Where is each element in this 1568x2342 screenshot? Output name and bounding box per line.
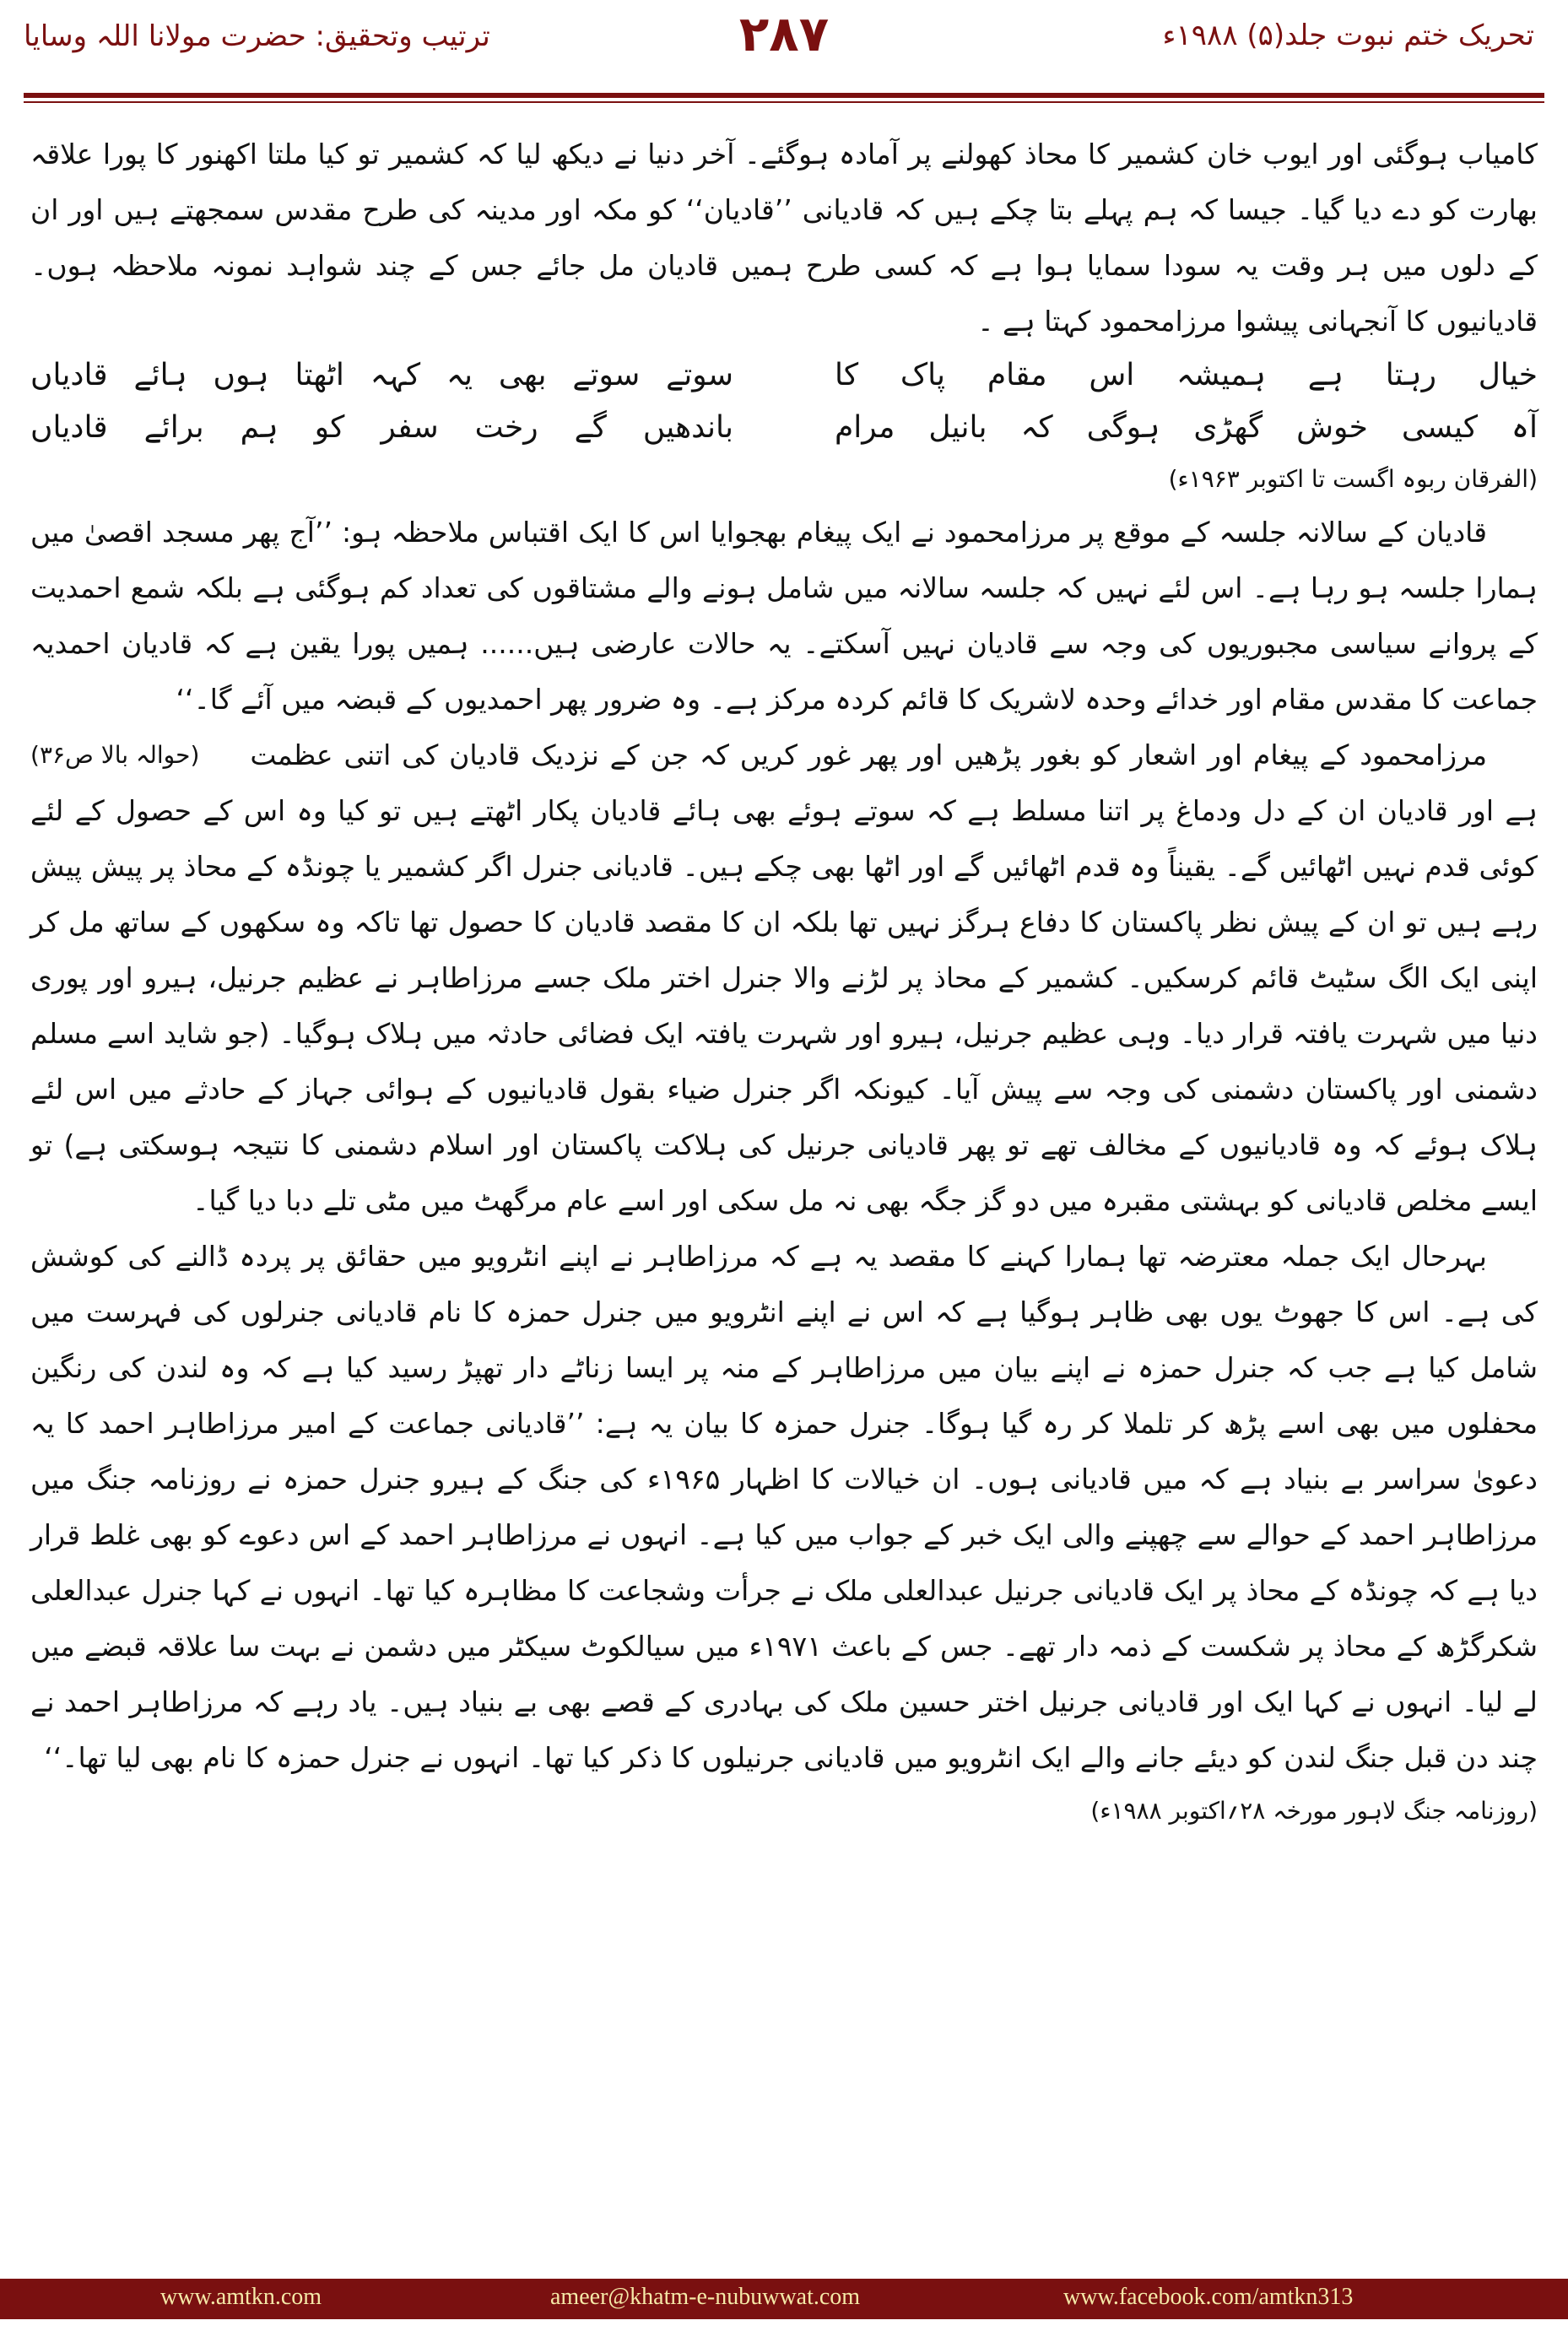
paragraph-4: بہرحال ایک جملہ معترضہ تھا ہمارا کہنے کا مقصد یہ ہے کہ مرزاطاہر نے اپنے انٹرویو میں حقائق پر پردہ ڈالنے کی کوشش کی ہے۔ اس کا جھوٹ یوں بھی ظاہر ہوگیا ہے کہ اس نے اپنے انٹرویو میں جنرل حمزہ کا نام قادیانی جنرلوں کی فہرست میں شامل کیا ہے جب کہ جنرل حمزہ نے اپنے بیان میں مرزاطاہر کے منہ پر ایسا زناٹے دار تھپڑ رسید کیا ہے کہ وہ لندن کی رنگین محفلوں میں بھی اسے پڑھ کر تلملا کر رہ گیا ہوگا۔ جنرل حمزہ کا بیان یہ ہے: ’’قادیانی جماعت کے امیر مرزاطاہر احمد کا یہ دعویٰ سراسر بے بنیاد ہے کہ میں قادیانی ہوں۔ ان خیالات کا اظہار ۱۹۶۵ء کی جنگ کے ہیرو جنرل حمزہ نے روزنامہ جنگ میں مرزاطاہر احمد کے حوالے سے چھپنے والی ایک خبر کے جواب میں کیا ہے۔ انہوں نے مرزاطاہر احمد کے اس دعوے کو بھی غلط قرار دیا ہے کہ چونڈہ کے محاذ پر ایک قادیانی جرنیل عبدالعلی ملک نے جرأت وشجاعت کا مظاہرہ کیا تھا۔ انہوں نے کہا جنرل عبدالعلی شکرگڑھ کے محاذ پر شکست کے ذمہ دار تھے۔ جس کے باعث ۱۹۷۱ء میں سیالکوٹ سیکٹر میں دشمن نے بہت سا علاقہ قبضے میں لے لیا۔ انہوں نے کہا ایک اور قادیانی جرنیل اختر حسین ملک کی بہادری کے قصے بھی بے بنیاد ہیں۔ یاد رہے کہ مرزاطاہر احمد نے چند دن قبل جنگ لندن کو دیئے جانے والے ایک انٹرویو میں قادیانی جرنیلوں کا ذکر کیا تھا۔ انہوں نے جنرل حمزہ کا نام بھی لیا تھا۔‘‘ — [30, 1240, 1538, 1774]
paragraph-2-text: قادیان کے سالانہ جلسہ کے موقع پر مرزامحمود نے ایک پیغام بھجوایا اس کا ایک اقتباس ملاحظہ ہو: ’’آج پھر مسجد اقصیٰ میں ہمارا جلسہ ہو رہا ہے۔ اس لئے نہیں کہ جلسہ سالانہ میں شامل ہونے والے مشتاقوں کی تعداد کم ہوگئی ہے بلکہ شمع احمدیت کے پروانے سیاسی مجبوریوں کی وجہ سے قادیان نہیں آسکتے۔ یہ حالات عارضی ہیں...... ہمیں پورا یقین ہے کہ قادیان احمدیہ جماعت کا مقدس مقام اور خدائے وحدہ لاشریک کا قائم کردہ مرکز ہے۔ وہ ضرور پھر احمدیوں کے قبضہ میں آئے گا۔‘‘ — [30, 516, 1538, 716]
poem — [30, 349, 1538, 454]
poem-verse-2a: آہ کیسی خوش گھڑی ہوگی کہ بانیل مرام — [835, 410, 1538, 445]
page-number: ۲۸۷ — [738, 5, 830, 62]
page-header — [0, 0, 1568, 76]
page-body — [30, 127, 1538, 1836]
final-reference: (روزنامہ جنگ لاہور مورخہ ۲۸؍اکتوبر ۱۹۸۸ء) — [1090, 1797, 1538, 1825]
header-divider — [24, 93, 1544, 98]
poem-verse-2b: باندھیں گے رخت سفر کو ہم برائے قادیاں — [30, 410, 733, 445]
page-footer — [0, 2279, 1568, 2319]
header-divider-thin — [24, 101, 1544, 103]
paragraph-3: مرزامحمود کے پیغام اور اشعار کو بغور پڑھیں اور پھر غور کریں کہ جن کے نزدیک قادیان کی اتنی عظمت ہے اور قادیان ان کے دل ودماغ پر اتنا مسلط ہے کہ سوتے ہوئے بھی ہائے قادیان پکار اٹھتے ہیں تو کیا وہ اس کے حصول کے لئے کوئی قدم نہیں اٹھائیں گے۔ یقیناً وہ قدم اٹھائیں گے اور اٹھا بھی چکے ہیں۔ قادیانی جنرل اگر کشمیر یا چونڈہ کے محاذ پر پیش پیش رہے ہیں تو ان کے پیش نظر پاکستان کا دفاع ہرگز نہیں تھا بلکہ ان کا مقصد قادیان کا حصول تھا تاکہ وہ سکھوں کے ساتھ مل کر اپنی ایک الگ سٹیٹ قائم کرسکیں۔ کشمیر کے محاذ پر لڑنے والا جنرل اختر ملک جسے مرزاطاہر نے عظیم جرنیل، ہیرو اور پوری دنیا میں شہرت یافتہ قرار دیا۔ وہی عظیم جرنیل، ہیرو اور شہرت یافتہ ایک فضائی حادثہ میں ہلاک ہوگیا۔ (جو شاید اسے مسلم دشمنی اور پاکستان دشمنی کی وجہ سے پیش آیا۔ کیونکہ اگر جنرل ضیاء بقول قادیانیوں کے ہوائی جہاز کے حادثے میں اس لئے ہلاک ہوئے کہ وہ قادیانیوں کے مخالف تھے تو پھر قادیانی جرنیل کی ہلاکت پاکستان اور اسلام دشمنی کا نتیجہ ہوسکتی ہے) تو ایسے مخلص قادیانی کو بہشتی مقبرہ میں دو گز جگہ بھی نہ مل سکی اور اسے عام مرگھٹ میں مٹی تلے دبا دیا گیا۔ — [30, 738, 1538, 1217]
poem-verse-1b: سوتے سوتے بھی یہ کہہ اٹھتا ہوں ہائے قادیاں — [30, 358, 733, 392]
facebook-link[interactable]: www.facebook.com/amtkn313 — [1063, 2284, 1354, 2310]
poem-line-1 — [30, 349, 1538, 402]
book-title: تحریک ختم نبوت جلد(۵) ۱۹۸۸ء — [1162, 19, 1534, 52]
poem-verse-1a: خیال رہتا ہے ہمیشہ اس مقام پاک کا — [835, 358, 1538, 392]
poem-reference: (الفرقان ربوہ اگست تا اکتوبر ۱۹۶۳ء) — [1168, 465, 1538, 493]
paragraph-2 — [30, 505, 1538, 769]
paragraph-1: کامیاب ہوگئی اور ایوب خان کشمیر کا محاذ کھولنے پر آمادہ ہوگئے۔ آخر دنیا نے دیکھ لیا کہ کشمیر تو کیا ملتا اکھنور کا پورا علاقہ بھارت کو دے دیا گیا۔ جیسا کہ ہم پہلے بتا چکے ہیں کہ قادیانی ’’قادیان‘‘ کو مکہ اور مدینہ کی طرح مقدس سمجھتے ہیں اور ان کے دلوں میں ہر وقت یہ سودا سمایا ہوا ہے کہ کسی طرح ہمیں قادیان مل جائے جس کے چند شواہد نمونہ ملاحظہ ہوں۔ قادیانیوں کا آنجہانی پیشوا مرزامحمود کہتا ہے ۔ — [30, 138, 1538, 338]
compiler-credit: ترتیب وتحقیق: حضرت مولانا اللہ وسایا — [24, 19, 490, 53]
quote-reference: (حوالہ بالا ص۳۶) — [30, 741, 200, 769]
poem-line-2 — [30, 402, 1538, 454]
email-link[interactable]: ameer@khatm-e-nubuwwat.com — [550, 2284, 861, 2310]
website-link[interactable]: www.amtkn.com — [160, 2284, 322, 2310]
